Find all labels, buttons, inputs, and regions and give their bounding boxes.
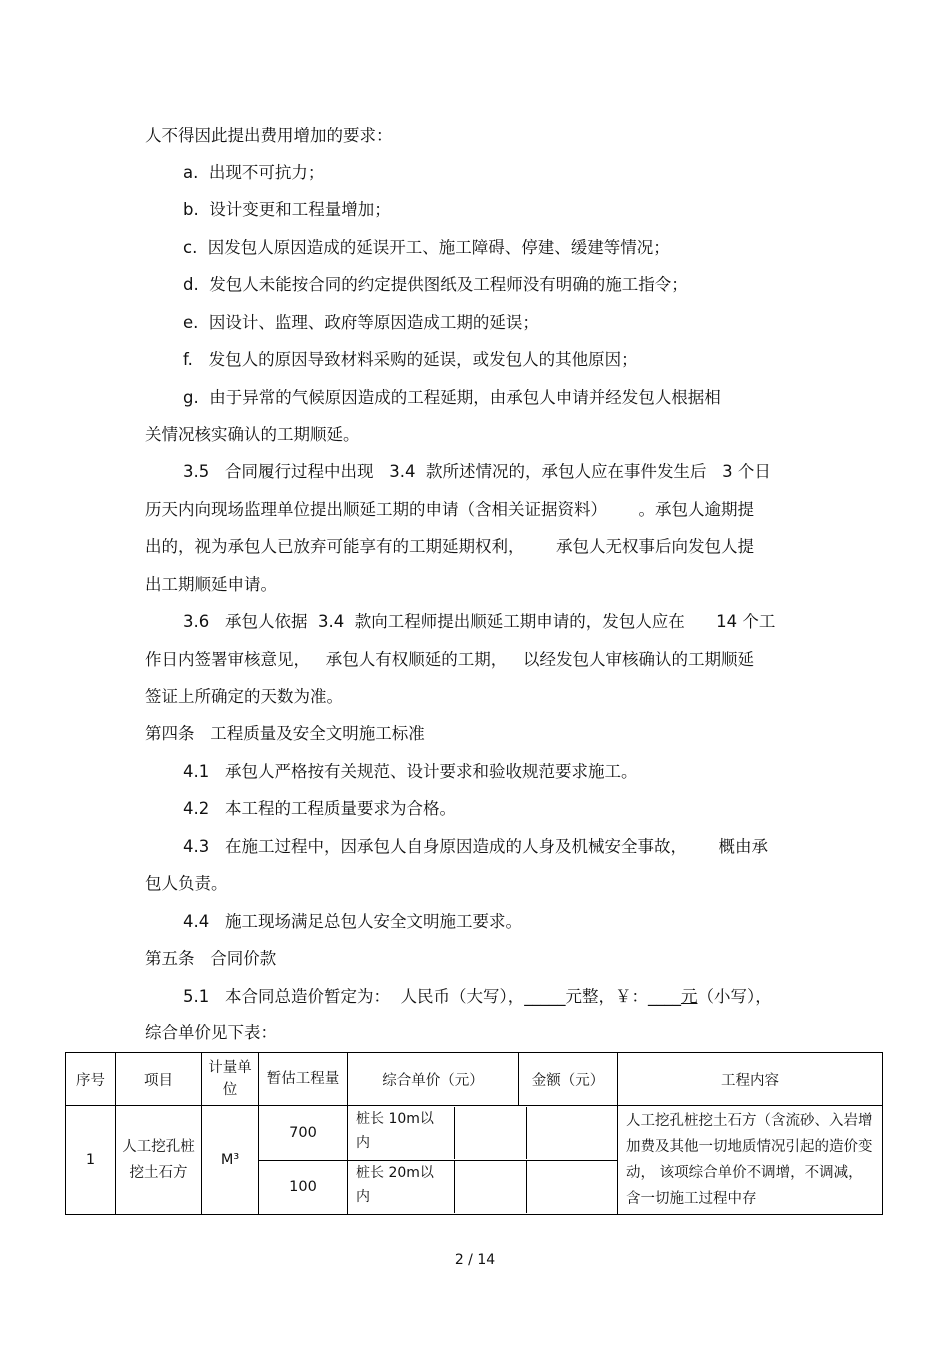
cell-price-1 bbox=[455, 1107, 527, 1159]
amount-figures-blank: ____ bbox=[647, 987, 681, 1006]
list-item-g: g. 由于异常的气候原因造成的工程延期，由承包人申请并经发包人根据相 bbox=[183, 388, 721, 407]
cell-qty-2: 100 bbox=[259, 1160, 348, 1215]
cell-spec-amount-2 bbox=[348, 1160, 618, 1215]
clause-3-6: 3.6 承包人依据 3.4 款向工程师提出顺延工期申请的，发包人应在 14 个工 bbox=[183, 612, 776, 631]
cell-qty-1: 700 bbox=[259, 1106, 348, 1161]
header-item: 项目 bbox=[116, 1053, 202, 1106]
clause-5-1-end: （小写）， bbox=[697, 987, 772, 1006]
article-4-heading: 第四条 工程质量及安全文明施工标准 bbox=[145, 724, 425, 743]
clause-5-1-line2: 综合单价见下表： bbox=[145, 1023, 277, 1042]
list-item-c: c. 因发包人原因造成的延误开工、施工障碍、停建、缓建等情况； bbox=[183, 238, 670, 257]
clause-5-1-mid: 元整，￥： bbox=[565, 987, 648, 1006]
cell-content: 人工挖孔桩挖土石方（含流砂、入岩增加费及其他一切地质情况引起的造价变动， 该项综合单价不调增，不调减，含一切施工过程中存 bbox=[618, 1106, 883, 1215]
text-line: 人不得因此提出费用增加的要求： bbox=[145, 126, 393, 145]
clause-4-1: 4.1 承包人严格按有关规范、设计要求和验收规范要求施工。 bbox=[183, 762, 638, 781]
header-amount: 金额（元） bbox=[531, 1072, 605, 1089]
cell-no: 1 bbox=[66, 1106, 116, 1215]
yuan-underlined: 元 bbox=[680, 987, 698, 1006]
cell-item: 人工挖孔桩挖土石方 bbox=[116, 1106, 202, 1215]
cell-spec-amount-1 bbox=[348, 1106, 618, 1161]
header-unit: 计量单位 bbox=[202, 1053, 259, 1106]
list-item-b: b. 设计变更和工程量增加； bbox=[183, 200, 391, 219]
clause-4-3-line2: 包人负责。 bbox=[145, 874, 228, 893]
header-no: 序号 bbox=[66, 1053, 116, 1106]
clause-3-5-line3: 出的，视为承包人已放弃可能享有的工期延期权利， 承包人无权事后向发包人提 bbox=[145, 537, 754, 556]
cell-price-2 bbox=[455, 1161, 527, 1213]
cell-amount-2 bbox=[527, 1161, 617, 1213]
clause-5-1 bbox=[183, 987, 772, 1007]
clause-3-6-line3: 签证上所确定的天数为准。 bbox=[145, 687, 343, 706]
clause-3-6-line2: 作日内签署审核意见， 承包人有权顺延的工期， 以经发包人审核确认的工期顺延 bbox=[145, 650, 754, 669]
article-5-heading: 第五条 合同价款 bbox=[145, 949, 277, 968]
list-item-g-cont: 关情况核实确认的工期顺延。 bbox=[145, 425, 360, 444]
page-number: 2 / 14 bbox=[454, 1252, 496, 1268]
header-qty: 暂估工程量 bbox=[259, 1053, 348, 1106]
clause-5-1-text: 5.1 本合同总造价暂定为： 人民币（大写）， bbox=[183, 987, 525, 1006]
clause-3-5-line2: 历天内向现场监理单位提出顺延工期的申请（含相关证据资料） 。承包人逾期提 bbox=[145, 500, 754, 519]
list-item-f: f. 发包人的原因导致材料采购的延误，或发包人的其他原因； bbox=[183, 350, 638, 369]
clause-3-5-line4: 出工期顺延申请。 bbox=[145, 575, 277, 594]
clause-4-4: 4.4 施工现场满足总包人安全文明施工要求。 bbox=[183, 912, 522, 931]
list-item-a: a. 出现不可抗力； bbox=[183, 163, 325, 182]
cell-spec-2: 桩长 20m以内 bbox=[348, 1161, 455, 1213]
price-table bbox=[65, 1052, 883, 1215]
header-price: 综合单价（元） bbox=[348, 1053, 519, 1105]
amount-words-blank: _____ bbox=[524, 987, 566, 1006]
cell-spec-1: 桩长 10m以内 bbox=[348, 1107, 455, 1159]
cell-unit: M³ bbox=[202, 1106, 259, 1215]
cell-amount-1 bbox=[527, 1107, 617, 1159]
header-price-amount bbox=[348, 1053, 618, 1106]
clause-4-3: 4.3 在施工过程中，因承包人自身原因造成的人身及机械安全事故， 概由承 bbox=[183, 837, 768, 856]
clause-4-2: 4.2 本工程的工程质量要求为合格。 bbox=[183, 799, 456, 818]
clause-3-5: 3.5 合同履行过程中出现 3.4 款所述情况的，承包人应在事件发生后 3 个日 bbox=[183, 462, 771, 481]
list-item-d: d. 发包人未能按合同的约定提供图纸及工程师没有明确的施工指令； bbox=[183, 275, 688, 294]
table-row bbox=[66, 1106, 883, 1161]
list-item-e: e. 因设计、监理、政府等原因造成工期的延误； bbox=[183, 313, 539, 332]
header-content: 工程内容 bbox=[618, 1053, 883, 1106]
table-header-row bbox=[66, 1053, 883, 1106]
